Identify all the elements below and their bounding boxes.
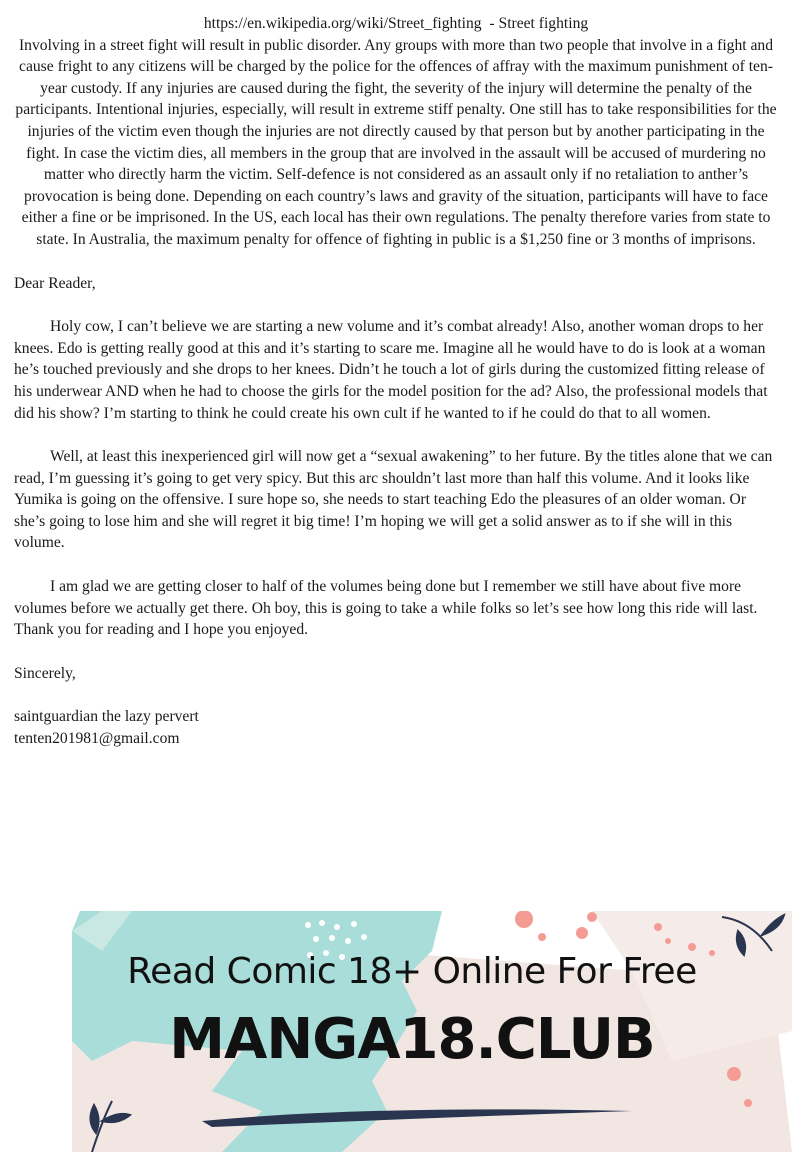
letter-salutation: Dear Reader, (14, 274, 96, 292)
signature-email: tenten201981@gmail.com (14, 730, 180, 748)
letter-paragraph: Well, at least this inexperienced girl will now get a “sexual awakening” to her future. By the titles alone that we can read, I’m guessing it’s going to get very spicy. But this arc shouldn’t last more than half this volume. And it looks like Yumika is going on the offensive. I sure hope so, she needs to start teaching Edo the pleasures of an older woman. Or she’s going to lose him and she will regret it big time! I’m hoping we will get a solid answer as to if she will in this volume. (14, 448, 773, 552)
source-separator: - (489, 15, 495, 32)
promo-tagline: Read Comic 18+ Online For Free (127, 951, 697, 992)
document-body (14, 13, 778, 750)
promo-banner[interactable] (72, 911, 792, 1152)
signature-block (14, 706, 778, 749)
source-url: https://en.wikipedia.org/wiki/Street_fighting (203, 15, 482, 32)
article-excerpt: Involving in a street fight will result in public disorder. Any groups with more than two people that involve in a fight and cause fright to any citizens will be charged by the police for the offences of affray with the maximum punishment of ten-year custody. If any injuries are caused during the fight, the severity of the injury will determine the penalty of the participants. Intentional injuries, especially, will result in extreme stiff penalty. One still has to take responsibilities for the injuries of the victim even though the injuries are not directly caused by that person but by another participating in the fight. In case the victim dies, all members in the group that are involved in the assault will be accused of murdering no matter who directly harm the victim. Self-defence is not considered as an assault only if no retaliation to anther’s provocation is being done. Depending on each country’s laws and gravity of the situation, participants will have to face either a fine or be imprisoned. In the US, each local has their own regulations. The penalty therefore varies from state to state. In Australia, the maximum penalty for offence of fighting in public is a $1,250 fine or 3 months of imprisons. (15, 36, 777, 248)
promo-site-name[interactable]: MANGA18.CLUB (169, 1007, 655, 1072)
signature-name: saintguardian the lazy pervert (14, 708, 199, 726)
letter-paragraph: Holy cow, I can’t believe we are starting a new volume and it’s combat already! Also, another woman drops to her knees. Edo is getting really good at this and it’s starting to scare me. Imagine all he would have to do is look at a woman he’s touched previously and she drops to her knees. Didn’t he touch a lot of girls during the customized fitting release of his underwear AND when he had to choose the girls for the model position for the ad? Also, the professional models that did his show? I’m starting to think he could create his own cult if he wanted to if he could do that to all women. (14, 318, 768, 422)
source-line (14, 13, 778, 35)
letter-paragraph: I am glad we are getting closer to half of the volumes being done but I remember we still have about five more volumes before we actually get there. Oh boy, this is going to take a while folks so let’s see how long this ride will last. Thank you for reading and I hope you enjoyed. (14, 578, 758, 639)
source-title: Street fighting (498, 15, 589, 32)
letter-closing: Sincerely, (14, 664, 76, 682)
